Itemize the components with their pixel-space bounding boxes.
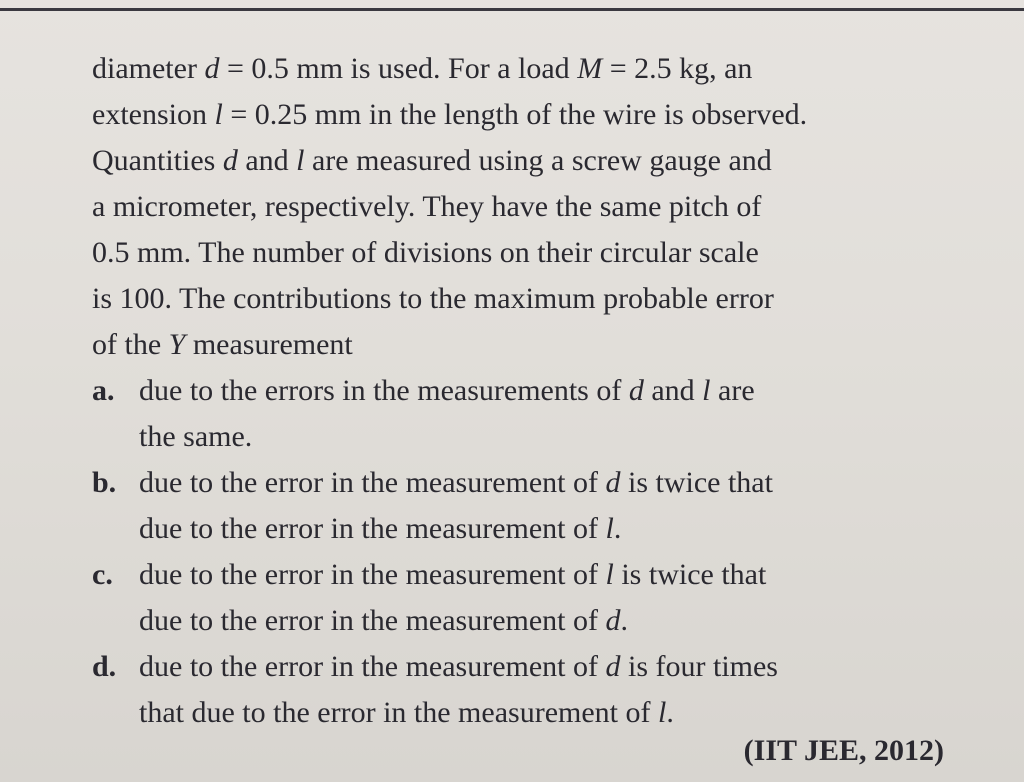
exam-source: (IIT JEE, 2012) <box>743 734 944 767</box>
question-line: a micrometer, respectively. They have the same pitch of <box>92 190 762 223</box>
option-c <box>92 552 942 644</box>
option-text-line: that due to the error in the measurement of l. <box>139 696 674 729</box>
option-b <box>92 460 942 552</box>
question-line: is 100. The contributions to the maximum probable error <box>92 282 774 315</box>
question-line: of the Y measurement <box>92 328 353 361</box>
question-line: extension l = 0.25 mm in the length of the wire is observed. <box>92 98 808 131</box>
question-block <box>92 46 942 736</box>
option-text-line: due to the error in the measurement of l is twice that <box>139 558 767 591</box>
option-text-line: due to the errors in the measurements of d and l are <box>139 374 755 407</box>
option-text-line: due to the error in the measurement of d is twice that <box>139 466 773 499</box>
answer-options <box>92 368 942 736</box>
question-stem <box>92 46 942 368</box>
option-text-line: due to the error in the measurement of l. <box>139 512 622 545</box>
option-letter: a. <box>92 374 115 407</box>
option-d <box>92 644 942 736</box>
option-text-line: due to the error in the measurement of d is four times <box>139 650 778 683</box>
option-text-line: due to the error in the measurement of d. <box>139 604 628 637</box>
question-line: Quantities d and l are measured using a screw gauge and <box>92 144 772 177</box>
option-letter: c. <box>92 558 113 591</box>
question-line: 0.5 mm. The number of divisions on their circular scale <box>92 236 759 269</box>
option-letter: b. <box>92 466 117 499</box>
question-line: diameter d = 0.5 mm is used. For a load M = 2.5 kg, an <box>92 52 753 85</box>
option-letter: d. <box>92 650 117 683</box>
option-text-line: the same. <box>139 420 253 453</box>
top-rule <box>0 8 1024 11</box>
option-a <box>92 368 942 460</box>
